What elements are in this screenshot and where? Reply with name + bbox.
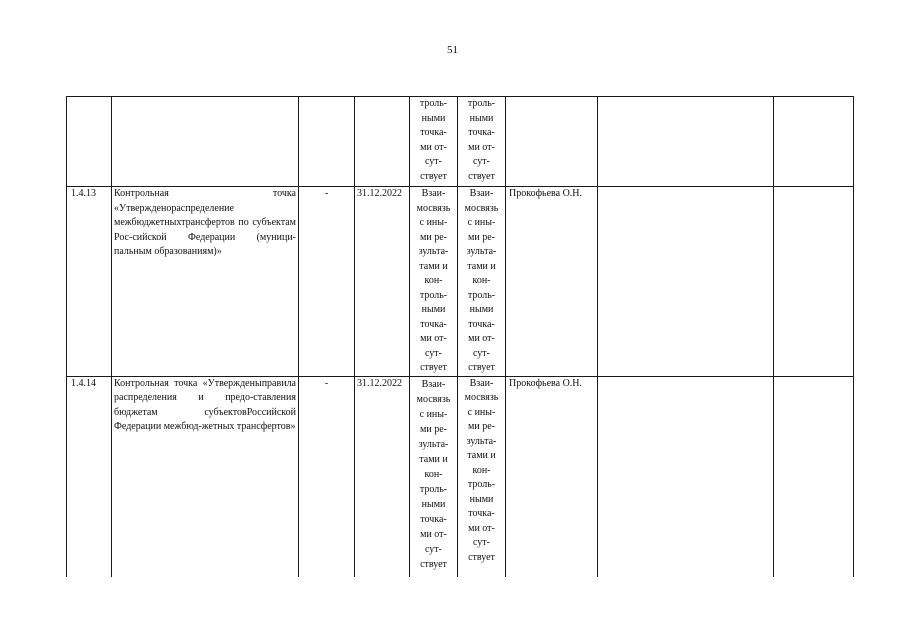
cell-line: ствует — [420, 170, 447, 182]
cell-line: ными — [469, 493, 494, 505]
cell-line: ствует — [468, 551, 495, 563]
cell-line: с ины- — [419, 408, 448, 420]
cell-line: сут- — [472, 347, 490, 359]
cell-line: Взаи- — [421, 378, 446, 390]
cell-line: ставления бюджетам субъектов — [114, 392, 296, 418]
link-b-cell — [458, 187, 506, 377]
plan-table — [66, 96, 854, 577]
empty-cell — [774, 376, 854, 577]
cell-line: точка- — [420, 127, 447, 138]
link-a-cell — [410, 97, 458, 187]
date-cell: 31.12.2022 — [355, 376, 410, 577]
row-number-cell: 1.4.14 — [67, 376, 112, 577]
cell-line: зульта- — [418, 246, 449, 257]
cell-line: мосвязь — [416, 393, 451, 405]
cell-line: кон- — [472, 275, 491, 286]
cell-line: с ины- — [467, 406, 496, 418]
cell-line: трансфертов по субъектам Рос- — [114, 217, 296, 243]
date-cell — [355, 97, 410, 187]
empty-cell — [598, 376, 774, 577]
responsible-cell: Прокофьева О.Н. — [506, 187, 598, 377]
responsible-cell: Прокофьева О.Н. — [506, 376, 598, 577]
page-number: 51 — [447, 44, 458, 56]
cell-line: мосвязь — [464, 392, 499, 403]
cell-line: ми от- — [468, 333, 495, 344]
cell-line: с ины- — [467, 217, 496, 228]
cell-line: Взаи- — [469, 377, 494, 389]
cell-line: троль- — [419, 98, 448, 109]
cell-line: ствует — [468, 362, 495, 373]
cell-line: зульта- — [466, 246, 497, 257]
dash-cell: - — [299, 187, 355, 377]
dash-cell — [299, 97, 355, 187]
link-b-cell — [458, 97, 506, 187]
cell-line: сут- — [424, 543, 442, 555]
cell-line: ми от- — [468, 141, 495, 153]
cell-line: троль- — [467, 98, 496, 109]
cell-line: троль- — [467, 289, 496, 301]
table-row — [67, 187, 854, 377]
cell-line: точка- — [468, 318, 495, 330]
empty-cell — [598, 97, 774, 187]
cell-line: мосвязь — [416, 202, 451, 214]
cell-line: ными — [421, 304, 446, 315]
cell-line: ными — [469, 304, 494, 315]
cell-line: ными — [469, 112, 494, 124]
cell-line: мосвязь — [464, 202, 499, 214]
cell-line: сут- — [424, 156, 442, 167]
cell-line: точка- — [420, 513, 447, 525]
description-cell — [112, 187, 299, 377]
responsible-cell — [506, 97, 598, 187]
cell-line: Взаи- — [421, 188, 446, 199]
cell-line: ми ре- — [420, 423, 447, 435]
empty-cell — [774, 187, 854, 377]
cell-line: зульта- — [466, 435, 497, 447]
cell-line: правила распределения и предо- — [114, 377, 296, 403]
cell-line: Российской Федерации межбюд- — [114, 406, 296, 432]
cell-line: ными — [421, 498, 446, 510]
cell-line: ми от- — [420, 333, 447, 344]
link-a-cell — [410, 376, 458, 577]
cell-line: ми ре- — [468, 421, 495, 432]
row-number-cell — [67, 97, 112, 187]
cell-line: тами и — [419, 453, 448, 465]
cell-line: ствует — [420, 558, 447, 570]
cell-line: сут- — [472, 156, 490, 167]
empty-cell — [598, 187, 774, 377]
cell-line: точка- — [468, 127, 495, 138]
cell-line: Взаи- — [469, 188, 494, 199]
date-cell: 31.12.2022 — [355, 187, 410, 377]
cell-line: троль- — [419, 483, 448, 495]
cell-line: троль- — [467, 479, 496, 490]
cell-line: тами и — [467, 450, 496, 461]
cell-line: точка- — [468, 508, 495, 519]
description-cell — [112, 376, 299, 577]
cell-line: пальным образованиям)» — [114, 246, 222, 257]
cell-line: с ины- — [419, 217, 448, 228]
cell-line: ми от- — [420, 141, 447, 153]
cell-line: тами и — [467, 260, 496, 272]
empty-cell — [774, 97, 854, 187]
link-a-cell — [410, 187, 458, 377]
table-row — [67, 376, 854, 577]
cell-line: ми от- — [468, 522, 495, 534]
table-row — [67, 97, 854, 187]
description-cell — [112, 97, 299, 187]
row-number-cell: 1.4.13 — [67, 187, 112, 377]
cell-line: сийской Федерации (муници- — [132, 231, 296, 243]
cell-line: Контрольная точка «Утверждены — [114, 377, 262, 389]
cell-line: точка- — [420, 318, 447, 330]
cell-line: Контрольная точка «Утверждено — [114, 188, 296, 214]
cell-line: зульта- — [418, 438, 449, 450]
cell-line: жетных трансфертов» — [201, 421, 296, 432]
cell-line: распределение межбюджетных — [114, 202, 234, 228]
cell-line: ствует — [468, 170, 495, 182]
link-b-cell — [458, 376, 506, 577]
cell-line: троль- — [419, 289, 448, 301]
cell-line: кон- — [424, 468, 443, 480]
cell-line: сут- — [424, 347, 442, 359]
dash-cell: - — [299, 376, 355, 577]
cell-line: тами и — [419, 260, 448, 272]
cell-line: кон- — [472, 464, 491, 476]
cell-line: ствует — [420, 362, 447, 373]
cell-line: ми ре- — [468, 231, 495, 243]
cell-line: ными — [421, 112, 446, 124]
cell-line: ми от- — [420, 528, 447, 540]
cell-line: ми ре- — [420, 231, 447, 243]
cell-line: кон- — [424, 275, 443, 286]
cell-line: сут- — [472, 537, 490, 548]
